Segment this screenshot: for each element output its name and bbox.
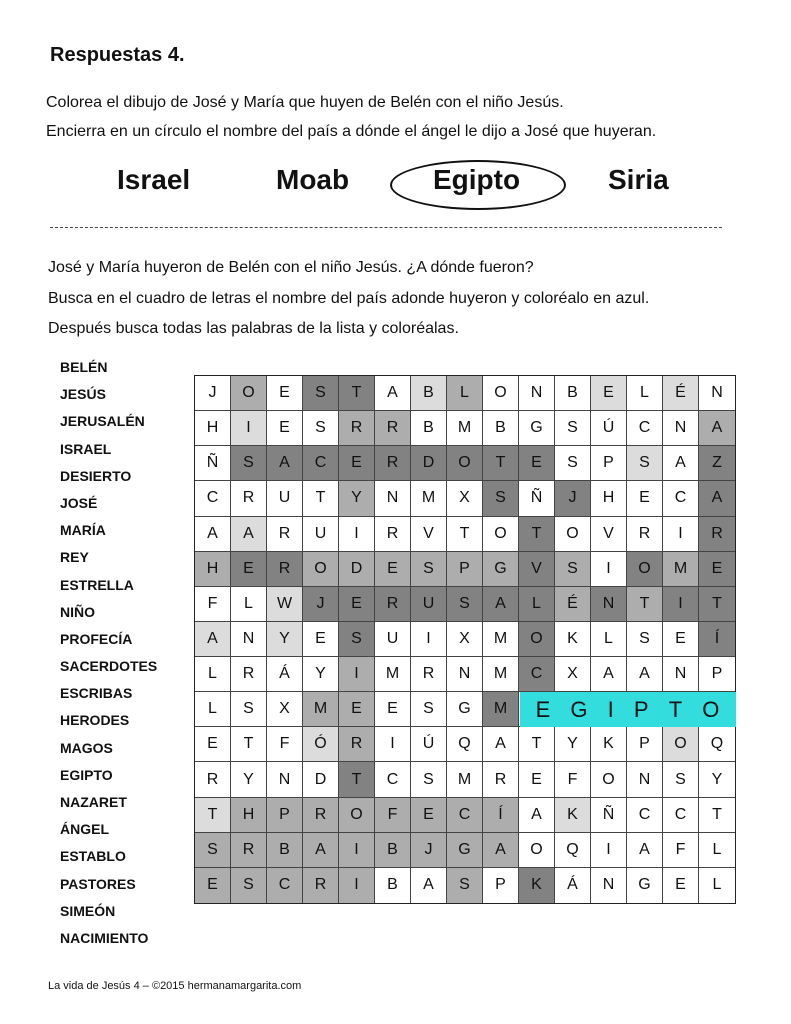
instruction-question: José y María huyeron de Belén con el niño Jesús. ¿A dónde fueron?	[48, 259, 534, 276]
grid-cell: N	[447, 657, 483, 692]
grid-cell: C	[447, 798, 483, 833]
grid-cell: Y	[555, 727, 591, 762]
grid-cell: V	[519, 552, 555, 587]
grid-cell: E	[519, 762, 555, 797]
grid-cell: D	[411, 446, 447, 481]
footer-credit: La vida de Jesús 4 – ©2015 hermanamargarita.com	[48, 980, 302, 992]
grid-cell: S	[411, 762, 447, 797]
grid-cell: I	[663, 587, 699, 622]
grid-cell: R	[339, 727, 375, 762]
word-list-item: ESCRIBAS	[60, 685, 133, 702]
grid-cell: G	[447, 692, 483, 727]
highlight-letter: P	[633, 696, 650, 722]
grid-cell: Y	[231, 762, 267, 797]
grid-cell: T	[519, 517, 555, 552]
grid-cell: G	[447, 833, 483, 868]
grid-cell: S	[231, 868, 267, 903]
grid-cell: A	[627, 833, 663, 868]
grid-cell: Z	[699, 446, 735, 481]
grid-cell: R	[231, 833, 267, 868]
grid-cell: Ú	[411, 727, 447, 762]
grid-cell: Q	[447, 727, 483, 762]
grid-cell: T	[699, 798, 735, 833]
grid-cell: M	[303, 692, 339, 727]
grid-cell: S	[303, 376, 339, 411]
grid-cell: R	[231, 657, 267, 692]
grid-cell: T	[627, 587, 663, 622]
word-list-item: PASTORES	[60, 875, 136, 892]
word-list-item: SACERDOTES	[60, 658, 158, 675]
grid-cell: R	[627, 517, 663, 552]
grid-cell: I	[375, 727, 411, 762]
grid-cell: C	[663, 798, 699, 833]
grid-cell: P	[591, 446, 627, 481]
grid-cell: O	[303, 552, 339, 587]
grid-cell: M	[411, 481, 447, 516]
grid-cell: S	[231, 446, 267, 481]
grid-cell: C	[267, 868, 303, 903]
grid-cell: T	[303, 481, 339, 516]
grid-cell: R	[231, 481, 267, 516]
grid-cell: Ñ	[591, 798, 627, 833]
grid-cell: A	[519, 798, 555, 833]
grid-cell: S	[663, 762, 699, 797]
grid-cell: E	[699, 552, 735, 587]
word-list-item: PROFECÍA	[60, 630, 133, 647]
grid-cell: I	[339, 833, 375, 868]
word-list-item: HERODES	[60, 712, 130, 729]
word-list-item: BELÉN	[60, 359, 108, 375]
grid-cell: M	[375, 657, 411, 692]
grid-cell: N	[231, 622, 267, 657]
grid-cell: X	[447, 622, 483, 657]
grid-cell: D	[339, 552, 375, 587]
grid-cell: O	[627, 552, 663, 587]
grid-cell: U	[411, 587, 447, 622]
grid-cell: L	[519, 587, 555, 622]
grid-cell: S	[231, 692, 267, 727]
grid-cell: I	[663, 517, 699, 552]
grid-cell: S	[411, 692, 447, 727]
grid-cell: Ú	[591, 411, 627, 446]
grid-cell: I	[339, 657, 375, 692]
grid-cell: P	[627, 727, 663, 762]
word-list-item: NAZARET	[60, 794, 127, 810]
highlight-letter: G	[570, 696, 589, 722]
grid-cell: A	[663, 446, 699, 481]
grid-cell: R	[375, 411, 411, 446]
grid-cell: O	[339, 798, 375, 833]
grid-cell: E	[339, 446, 375, 481]
grid-cell: C	[519, 657, 555, 692]
grid-cell: É	[555, 587, 591, 622]
country-egipto: Egipto	[433, 164, 521, 195]
grid-cell: X	[555, 657, 591, 692]
grid-cell: A	[375, 376, 411, 411]
grid-cell: O	[483, 517, 519, 552]
grid-cell: I	[411, 622, 447, 657]
grid-cell: S	[447, 868, 483, 903]
grid-cell: A	[195, 517, 231, 552]
grid-cell: A	[195, 622, 231, 657]
grid-cell: F	[267, 727, 303, 762]
grid-cell: Ó	[303, 727, 339, 762]
grid-cell: C	[375, 762, 411, 797]
grid-cell: M	[483, 657, 519, 692]
grid-cell: H	[195, 411, 231, 446]
highlight-letter: T	[668, 696, 684, 722]
country-israel: Israel	[117, 164, 191, 195]
grid-cell: K	[555, 798, 591, 833]
grid-cell: O	[447, 446, 483, 481]
grid-cell: O	[519, 833, 555, 868]
grid-cell: I	[339, 868, 375, 903]
grid-cell: C	[627, 798, 663, 833]
highlight-letter: I	[607, 696, 615, 722]
grid-cell: L	[231, 587, 267, 622]
grid-cell: S	[555, 446, 591, 481]
grid-cell: R	[339, 411, 375, 446]
grid-cell: L	[627, 376, 663, 411]
instruction-search-words: Después busca todas las palabras de la lista y coloréalas.	[48, 320, 459, 337]
grid-cell: I	[591, 552, 627, 587]
instruction-color: Colorea el dibujo de José y María que huyen de Belén con el niño Jesús.	[46, 94, 564, 111]
grid-cell: O	[483, 376, 519, 411]
grid-cell: E	[231, 552, 267, 587]
grid-cell: A	[699, 481, 735, 516]
grid-cell: T	[339, 762, 375, 797]
grid-cell: J	[195, 376, 231, 411]
grid-cell: V	[591, 517, 627, 552]
grid-cell: V	[411, 517, 447, 552]
grid-cell: S	[447, 587, 483, 622]
grid-cell: U	[267, 481, 303, 516]
word-list-item: SIMEÓN	[60, 902, 116, 919]
grid-cell: A	[591, 657, 627, 692]
grid-cell: É	[663, 376, 699, 411]
grid-cell: R	[267, 552, 303, 587]
grid-cell: U	[375, 622, 411, 657]
grid-cell: B	[267, 833, 303, 868]
grid-cell: A	[483, 833, 519, 868]
word-list-item: ÁNGEL	[60, 821, 109, 838]
highlight-letter: E	[535, 696, 552, 722]
grid-cell: L	[195, 657, 231, 692]
word-list-item: ESTRELLA	[60, 576, 134, 593]
grid-cell: F	[195, 587, 231, 622]
grid-cell: R	[303, 798, 339, 833]
grid-cell: O	[555, 517, 591, 552]
country-options	[0, 160, 791, 210]
word-list-item: NIÑO	[60, 603, 95, 620]
grid-cell: Ñ	[195, 446, 231, 481]
grid-cell: D	[303, 762, 339, 797]
grid-cell: B	[375, 833, 411, 868]
grid-cell: O	[591, 762, 627, 797]
country-moab: Moab	[276, 164, 350, 195]
grid-cell: A	[483, 587, 519, 622]
grid-cell: Y	[303, 657, 339, 692]
grid-cell: M	[483, 622, 519, 657]
grid-cell: O	[231, 376, 267, 411]
highlight-letter: O	[702, 696, 721, 722]
grid-cell: E	[411, 798, 447, 833]
grid-cell: N	[267, 762, 303, 797]
grid-cell: I	[339, 517, 375, 552]
grid-cell: B	[483, 411, 519, 446]
word-list-item: ESTABLO	[60, 848, 126, 865]
word-list-item: REY	[60, 549, 89, 566]
word-list-item: NACIMIENTO	[60, 929, 149, 946]
grid-cell: F	[375, 798, 411, 833]
grid-cell: L	[699, 868, 735, 903]
country-siria: Siria	[608, 164, 669, 195]
grid-cell: E	[627, 481, 663, 516]
instruction-search-country: Busca en el cuadro de letras el nombre del país adonde huyeron y coloréalo en azul.	[48, 290, 650, 307]
grid-cell: S	[555, 411, 591, 446]
grid-cell: O	[663, 727, 699, 762]
grid-cell: S	[555, 552, 591, 587]
grid-cell: Í	[699, 622, 735, 657]
grid-cell: L	[591, 622, 627, 657]
grid-cell: S	[627, 446, 663, 481]
grid-cell: N	[663, 657, 699, 692]
grid-cell: J	[303, 587, 339, 622]
grid-cell: M	[447, 411, 483, 446]
grid-cell: J	[555, 481, 591, 516]
word-list	[60, 357, 157, 955]
grid-cell: C	[627, 411, 663, 446]
grid-cell: O	[519, 622, 555, 657]
grid-cell: C	[195, 481, 231, 516]
grid-cell: E	[195, 868, 231, 903]
grid-cell: R	[375, 446, 411, 481]
grid-cell: A	[411, 868, 447, 903]
grid-cell: N	[519, 376, 555, 411]
grid-cell: T	[195, 798, 231, 833]
grid-cell: P	[447, 552, 483, 587]
word-list-item: JERUSALÉN	[60, 413, 145, 430]
grid-cell: G	[519, 411, 555, 446]
grid-cell: Q	[699, 727, 735, 762]
grid-cell: P	[699, 657, 735, 692]
grid-cell: R	[699, 517, 735, 552]
grid-cell: C	[303, 446, 339, 481]
page-title: Respuestas 4.	[50, 44, 185, 66]
grid-cell: B	[555, 376, 591, 411]
grid-cell: I	[231, 411, 267, 446]
grid-cell: B	[411, 411, 447, 446]
dashed-divider	[50, 227, 722, 228]
grid-cell: X	[267, 692, 303, 727]
grid-cell: U	[303, 517, 339, 552]
grid-cell: P	[267, 798, 303, 833]
grid-cell: N	[591, 587, 627, 622]
grid-cell: M	[483, 692, 519, 727]
word-search-grid	[194, 375, 736, 904]
grid-cell: R	[303, 868, 339, 903]
grid-cell: E	[375, 552, 411, 587]
grid-cell: N	[663, 411, 699, 446]
grid-cell: R	[483, 762, 519, 797]
grid-cell: R	[375, 517, 411, 552]
grid-cell: L	[447, 376, 483, 411]
grid-cell: N	[627, 762, 663, 797]
grid-cell: F	[555, 762, 591, 797]
grid-cell: B	[411, 376, 447, 411]
word-list-item: JOSÉ	[60, 494, 98, 511]
grid-cell: E	[663, 622, 699, 657]
word-list-item: EGIPTO	[60, 766, 113, 783]
grid-cell: J	[411, 833, 447, 868]
grid-cell: E	[195, 727, 231, 762]
grid-cell: Ñ	[519, 481, 555, 516]
grid-cell: S	[195, 833, 231, 868]
grid-cell: S	[339, 622, 375, 657]
word-list-item: MARÍA	[60, 522, 106, 539]
grid-cell: Á	[555, 868, 591, 903]
grid-cell: H	[195, 552, 231, 587]
grid-cell: K	[519, 868, 555, 903]
grid-cell: T	[483, 446, 519, 481]
grid-cell: B	[375, 868, 411, 903]
grid-cell: E	[267, 376, 303, 411]
grid-cell: T	[339, 376, 375, 411]
egipto-highlight	[520, 692, 736, 727]
grid-cell: Y	[339, 481, 375, 516]
grid-cell: L	[195, 692, 231, 727]
grid-cell: N	[699, 376, 735, 411]
grid-cell: N	[591, 868, 627, 903]
grid-cell: E	[303, 622, 339, 657]
grid-cell: P	[483, 868, 519, 903]
grid-cell: E	[519, 446, 555, 481]
grid-cell: G	[483, 552, 519, 587]
grid-cell: K	[555, 622, 591, 657]
grid-cell: W	[267, 587, 303, 622]
grid-cell: E	[375, 692, 411, 727]
grid-cell: H	[231, 798, 267, 833]
grid-cell: S	[483, 481, 519, 516]
grid-cell: E	[339, 587, 375, 622]
grid-cell: S	[627, 622, 663, 657]
word-list-item: JESÚS	[60, 386, 106, 403]
grid-cell: K	[591, 727, 627, 762]
grid-cell: R	[267, 517, 303, 552]
grid-cell: Í	[483, 798, 519, 833]
grid-cell: R	[195, 762, 231, 797]
grid-cell: A	[483, 727, 519, 762]
word-list-item: MAGOS	[60, 739, 113, 756]
grid-cell: G	[627, 868, 663, 903]
instruction-circle: Encierra en un círculo el nombre del país a dónde el ángel le dijo a José que huyeran.	[46, 123, 657, 140]
grid-cell: S	[303, 411, 339, 446]
grid-cell: E	[663, 868, 699, 903]
grid-cell: Y	[699, 762, 735, 797]
grid-cell: Á	[267, 657, 303, 692]
grid-cell: E	[591, 376, 627, 411]
grid-cell: X	[447, 481, 483, 516]
grid-cell: A	[267, 446, 303, 481]
grid-cell: N	[375, 481, 411, 516]
grid-cell: H	[591, 481, 627, 516]
grid-cell: A	[303, 833, 339, 868]
grid-cell: I	[591, 833, 627, 868]
word-list-item: ISRAEL	[60, 440, 112, 457]
grid-cell: S	[411, 552, 447, 587]
grid-cell: Y	[267, 622, 303, 657]
grid-cell: T	[447, 517, 483, 552]
grid-cell: M	[447, 762, 483, 797]
grid-cell: T	[519, 727, 555, 762]
grid-cell: C	[663, 481, 699, 516]
grid-cell: T	[699, 587, 735, 622]
grid-cell: A	[627, 657, 663, 692]
word-list-item: DESIERTO	[60, 467, 132, 484]
grid-cell: E	[267, 411, 303, 446]
grid-cell: E	[339, 692, 375, 727]
grid-cell: R	[375, 587, 411, 622]
grid-cell: L	[699, 833, 735, 868]
grid-cell: T	[231, 727, 267, 762]
grid-cell: Q	[555, 833, 591, 868]
grid-cell: R	[411, 657, 447, 692]
grid-cell: M	[663, 552, 699, 587]
grid-cell: A	[231, 517, 267, 552]
grid-cell: A	[699, 411, 735, 446]
grid-cell: F	[663, 833, 699, 868]
